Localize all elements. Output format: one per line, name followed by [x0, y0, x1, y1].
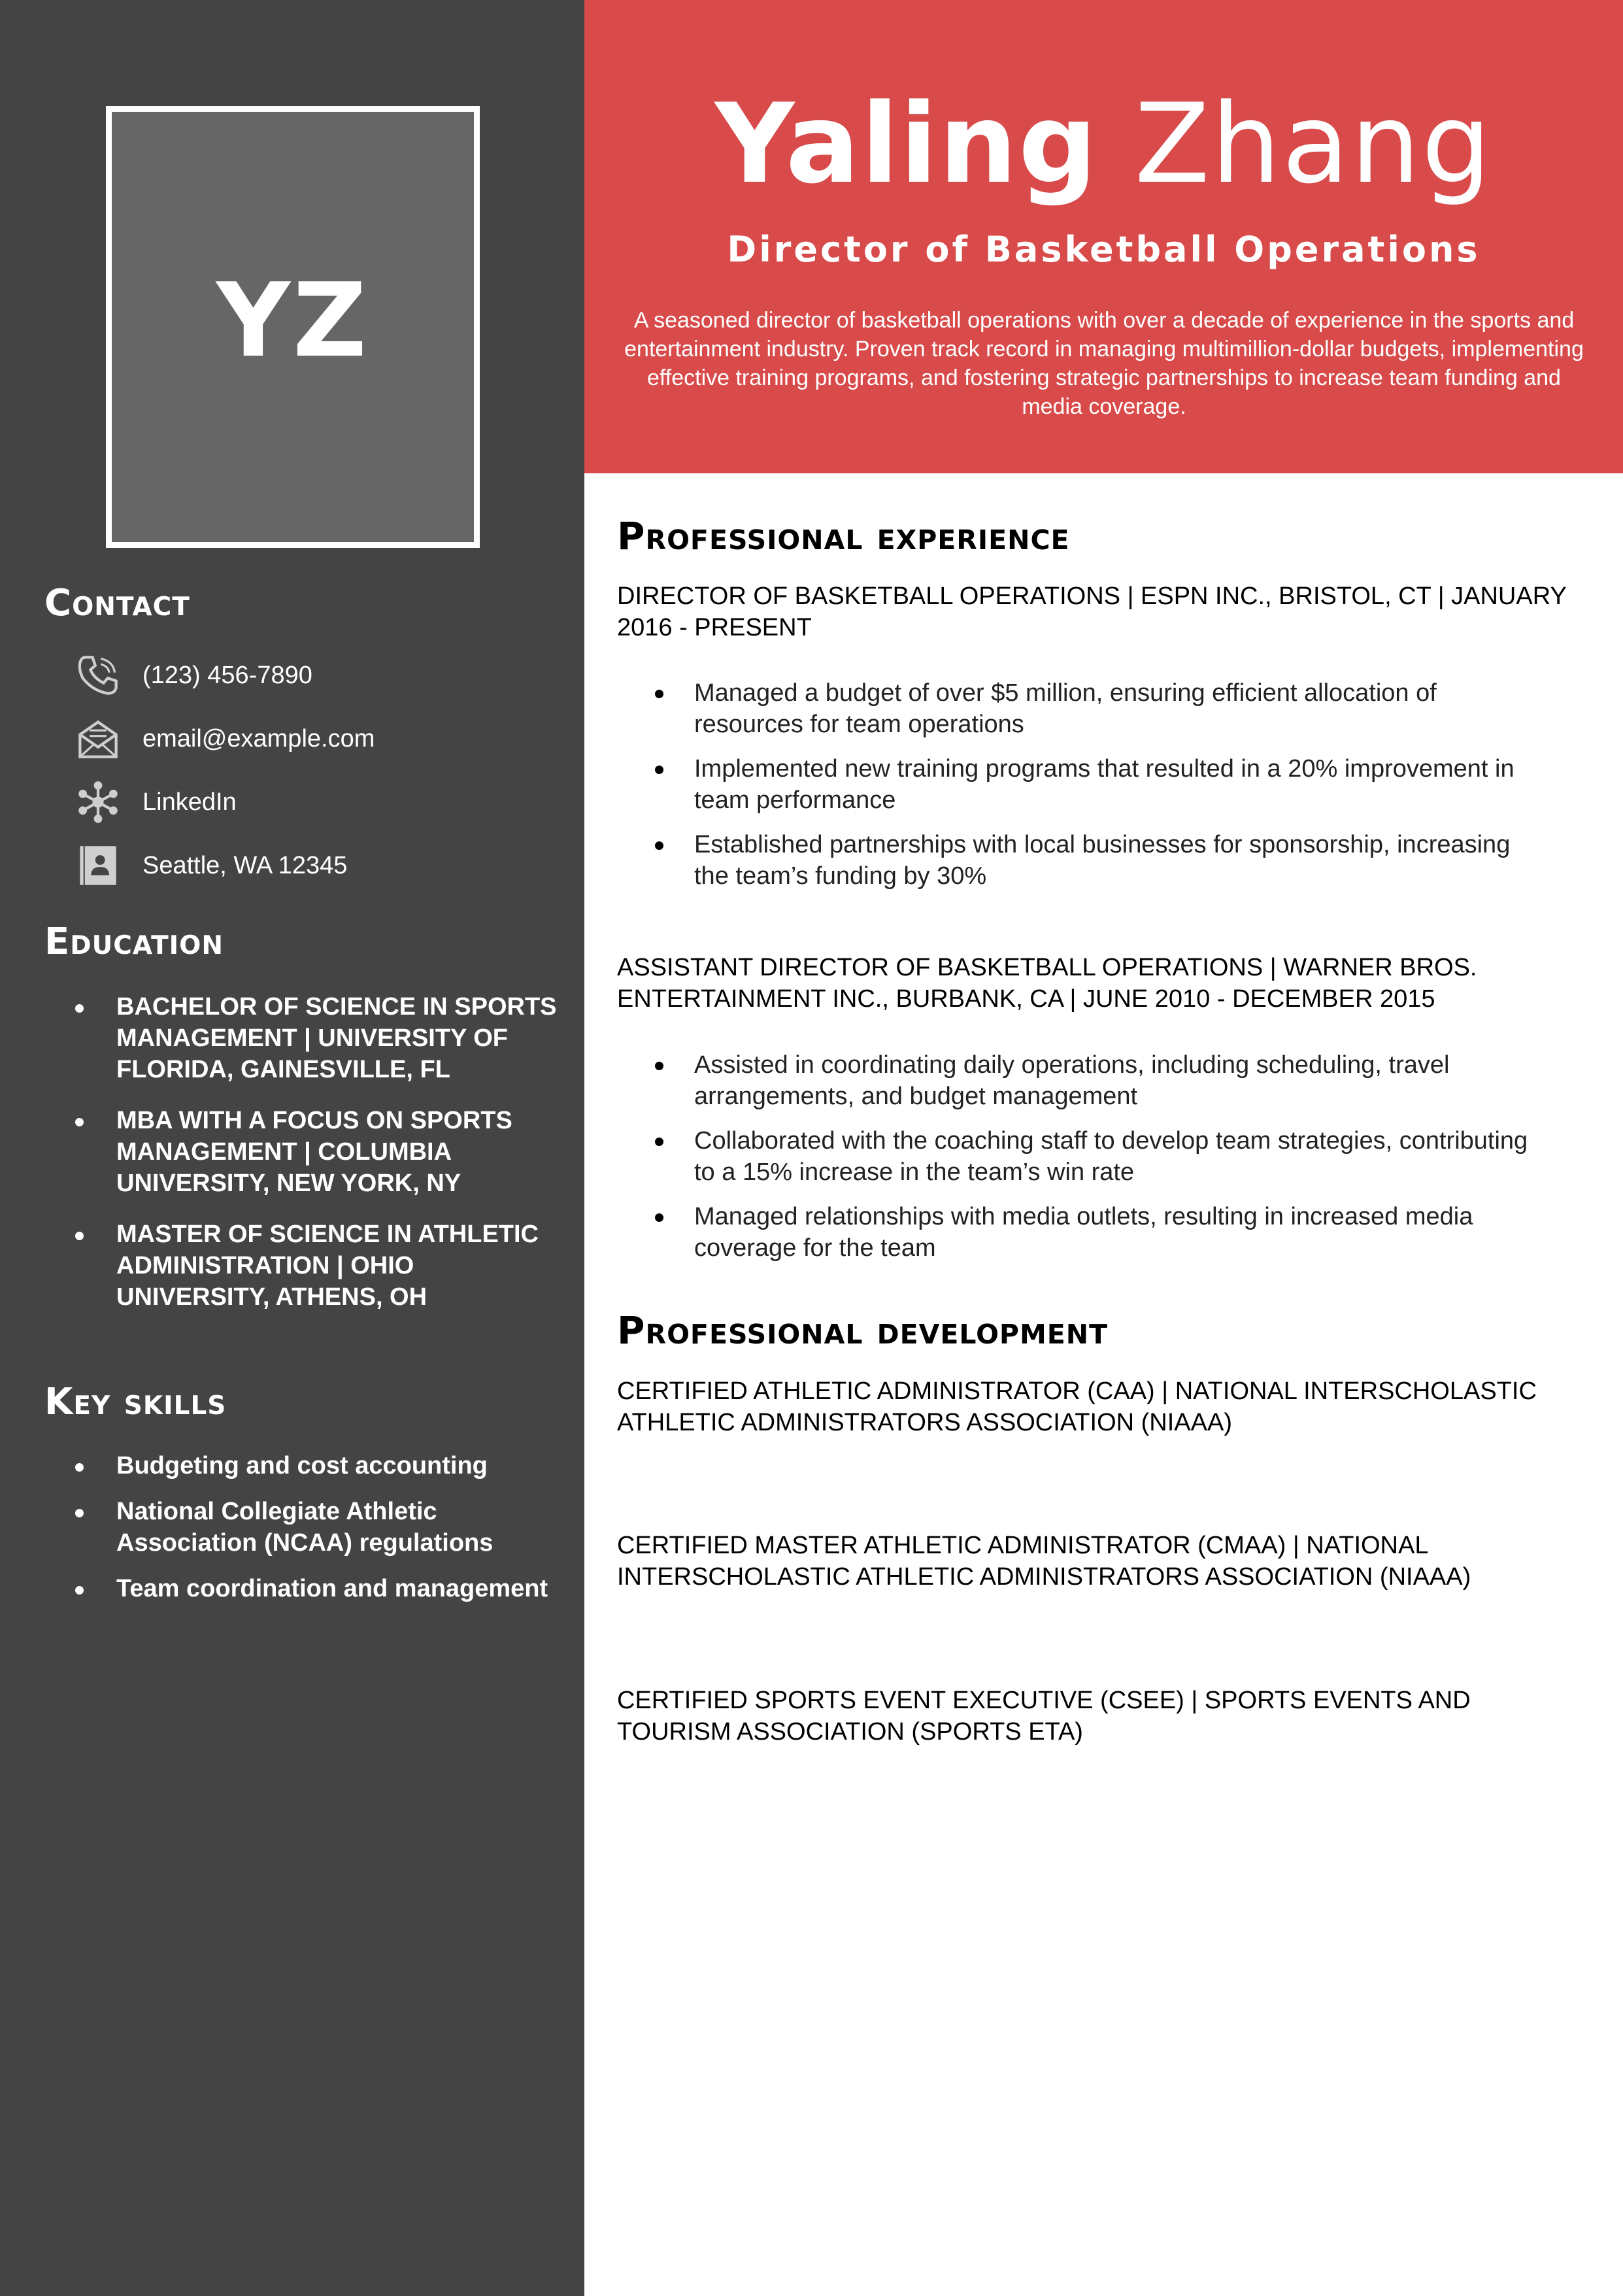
network-icon: [72, 776, 124, 828]
email-text[interactable]: email@example.com: [142, 724, 375, 752]
contact-heading: Contact: [44, 582, 190, 624]
certification-item: CERTIFIED SPORTS EVENT EXECUTIVE (CSEE) | SPORTS EVENTS AND TOURISM ASSOCIATION (SPORTS ETA): [617, 1687, 1471, 1746]
education-heading: Education: [44, 920, 224, 963]
job-bullet: Implemented new training programs that resulted in a 20% improvement in team performance: [650, 753, 1539, 816]
job-bullet: Managed a budget of over $5 million, ensuring efficient allocation of resources for team operations: [650, 677, 1539, 740]
certification-item: CERTIFIED ATHLETIC ADMINISTRATOR (CAA) | NATIONAL INTERSCHOLASTIC ATHLETIC ADMINISTRATORS ASSOCIATION (NIAAA): [617, 1377, 1537, 1436]
skill-item: Team coordination and management: [65, 1573, 562, 1604]
certification-item: CERTIFIED MASTER ATHLETIC ADMINISTRATOR (CMAA) | NATIONAL INTERSCHOLASTIC ATHLETIC ADMINISTRATORS ASSOCIATION (NIAAA): [617, 1532, 1471, 1591]
skill-item: Budgeting and cost accounting: [65, 1450, 562, 1481]
last-name: Zhang: [1134, 80, 1493, 208]
contact-phone: [72, 649, 312, 701]
experience-heading: Professional experience: [617, 514, 1070, 558]
skills-list: [65, 1450, 562, 1619]
job-bullet: Assisted in coordinating daily operations, including scheduling, travel arrangements, and budget management: [650, 1049, 1539, 1112]
phone-text: (123) 456-7890: [142, 661, 312, 689]
monogram-box: [106, 106, 480, 548]
monogram: YZ: [216, 261, 370, 380]
linkedin-text[interactable]: LinkedIn: [142, 788, 237, 816]
candidate-name: [584, 80, 1623, 208]
skill-item: National Collegiate Athletic Association (NCAA) regulations: [65, 1496, 562, 1559]
job-bullet: Established partnerships with local businesses for sponsorship, increasing the team’s funding by 30%: [650, 829, 1539, 892]
job-title: Director of Basketball Operations: [727, 229, 1481, 270]
education-list: [65, 991, 562, 1332]
sidebar: [0, 0, 584, 2296]
job-entry-title: ASSISTANT DIRECTOR OF BASKETBALL OPERATIONS | WARNER BROS. ENTERTAINMENT INC., BURBANK, CA | JUNE 2010 - DECEMBER 2015: [617, 954, 1477, 1013]
envelope-icon: [72, 713, 124, 765]
job-entry-title: DIRECTOR OF BASKETBALL OPERATIONS | ESPN INC., BRISTOL, CT | JANUARY 2016 - PRESENT: [617, 582, 1567, 641]
skills-heading: Key skills: [44, 1381, 227, 1423]
phone-icon: [72, 649, 124, 701]
education-item: MASTER OF SCIENCE IN ATHLETIC ADMINISTRATION | OHIO UNIVERSITY, ATHENS, OH: [65, 1219, 562, 1313]
education-item: BACHELOR OF SCIENCE IN SPORTS MANAGEMENT | UNIVERSITY OF FLORIDA, GAINESVILLE, FL: [65, 991, 562, 1085]
contact-location: [72, 839, 347, 892]
job-bullet: Managed relationships with media outlets, resulting in increased media coverage for the team: [650, 1201, 1539, 1264]
contact-email[interactable]: [72, 713, 375, 765]
first-name: Yaling: [714, 80, 1099, 208]
job-bullets: [650, 1049, 1539, 1277]
header-banner: [584, 0, 1623, 473]
location-text: Seattle, WA 12345: [142, 851, 348, 879]
development-heading: Professional development: [617, 1308, 1109, 1353]
education-item: MBA WITH A FOCUS ON SPORTS MANAGEMENT | COLUMBIA UNIVERSITY, NEW YORK, NY: [65, 1105, 562, 1199]
job-bullet: Collaborated with the coaching staff to develop team strategies, contributing to a 15% increase in the team’s win rate: [650, 1125, 1539, 1188]
contact-linkedin[interactable]: [72, 776, 237, 828]
contact-card-icon: [72, 839, 124, 892]
job-bullets: [650, 677, 1539, 905]
summary: A seasoned director of basketball operations with over a decade of experience in the sports and entertainment industry. Proven track record in managing multimillion-dollar budgets, implementing effective training programs, and fostering strategic partnerships to increase team funding and media coverage.: [624, 308, 1584, 419]
